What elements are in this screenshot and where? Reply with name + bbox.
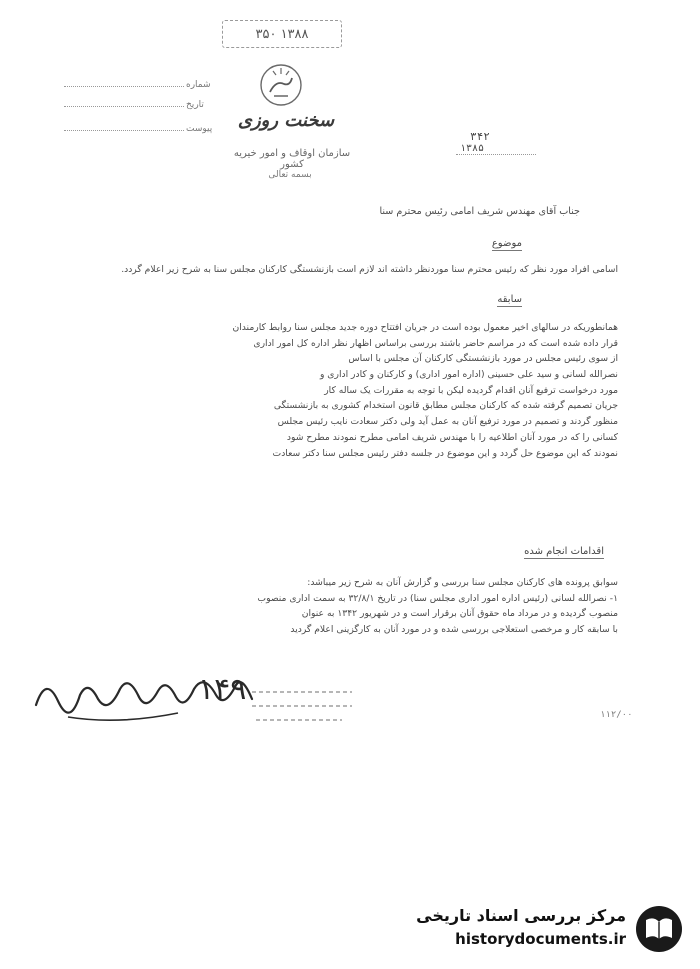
reference-label-date: تاریخ bbox=[186, 100, 204, 110]
addressee-line: جناب آقای مهندس شریف امامی رئیس محترم سنا bbox=[379, 206, 580, 217]
watermark-url: historydocuments.ir bbox=[455, 930, 626, 948]
lion-sun-emblem-icon bbox=[258, 62, 304, 108]
background-line: قرار داده شده است که در مراسم حاضر باشند بررسی براساس اظهار نظر اداره کل امور اداری bbox=[253, 337, 618, 349]
subject-line: اسامی افراد مورد نظر که رئیس محترم سنا موردنظر داشته اند لازم است بازنشستگی کارکنان مجلس سنا به شرح زیر اعلام گردد. bbox=[121, 264, 618, 275]
faint-stamp bbox=[242, 684, 362, 732]
reference-label-attachment: پیوست bbox=[186, 124, 213, 134]
organization-subtitle: سازمان اوقاف و امور خیریه کشور bbox=[233, 148, 351, 170]
received-stamp bbox=[222, 20, 342, 48]
actions-line: سوابق پرونده های کارکنان مجلس سنا بررسی و گزارش آنان به شرح زیر میباشد: bbox=[307, 577, 618, 588]
reference-code: ۱۳۸۵ bbox=[460, 143, 485, 154]
reference-line bbox=[64, 86, 184, 87]
actions-heading: اقدامات انجام شده bbox=[524, 546, 604, 557]
background-line: نصرالله لسانی و سید علی حسینی (اداره امور اداری) و کارکنان و کادر اداری و bbox=[319, 369, 618, 381]
organization-subtitle-secondary: بسمه تعالی bbox=[268, 170, 312, 180]
reference-line bbox=[456, 154, 536, 155]
reference-line bbox=[64, 130, 184, 131]
actions-paragraph bbox=[80, 575, 618, 638]
archive-watermark bbox=[406, 902, 686, 956]
background-line: منظور گردند و تصمیم در مورد ترفیع آنان به عمل آید ولی دکتر سعادت نایب رئیس مجلس bbox=[277, 416, 618, 428]
actions-line: منصوب گردیده و در مرداد ماه حقوق آنان برقرار است و در شهریور ۱۳۴۲ به عنوان bbox=[301, 608, 618, 620]
background-heading: سابقه bbox=[497, 294, 522, 305]
received-stamp-text: ۳۵۰ ۱۳۸۸ bbox=[255, 26, 309, 42]
reference-number: ۳۴۲ bbox=[470, 130, 490, 143]
subject-heading: موضوع bbox=[491, 238, 522, 249]
background-line: همانطوریکه در سالهای اخیر معمول بوده است در جریان افتتاح دوره جدید مجلس سنا روابط کارمندان bbox=[232, 322, 618, 333]
watermark-title: مرکز بررسی اسناد تاریخی bbox=[416, 906, 626, 925]
footer-code: ۱۱۲/۰۰ bbox=[600, 710, 633, 720]
background-line: مورد درخواست ترفیع آنان اقدام گردیده لیکن با توجه به مقررات یک ساله کار bbox=[324, 384, 618, 396]
organization-name: سخنت روزی bbox=[237, 110, 335, 131]
background-line: کسانی را که در مورد آنان اطلاعیه را با مهندس شریف امامی مطرح نمودند مطرح شود bbox=[286, 431, 618, 443]
archive-logo-icon bbox=[634, 904, 684, 954]
signature-digits: ۱۴۹ bbox=[198, 672, 247, 707]
subject-text bbox=[80, 262, 618, 278]
background-line: جریان تصمیم گرفته شده که کارکنان مجلس مطابق قانون استخدام کشوری به بازنشستگی bbox=[273, 400, 618, 412]
reference-label-number: شماره bbox=[186, 80, 211, 90]
actions-line: ۱- نصرالله لسانی (رئیس اداره امور اداری مجلس سنا) در تاریخ ۳۲/۸/۱ به سمت اداری منصوب bbox=[257, 592, 618, 604]
background-line: نمودند که این موضوع حل گردد و این موضوع در جلسه دفتر رئیس مجلس سنا دکتر سعادت bbox=[272, 447, 618, 459]
background-paragraph bbox=[80, 320, 618, 461]
background-line: از سوی رئیس مجلس در مورد بازنشستگی کارکنان آن مجلس با اساس bbox=[348, 353, 618, 365]
actions-line: با سابقه کار و مرخصی استعلاجی بررسی شده و در مورد آنان به کارگزینی اعلام گردید bbox=[290, 624, 618, 636]
handwritten-signature bbox=[28, 655, 278, 735]
reference-line bbox=[64, 106, 184, 107]
